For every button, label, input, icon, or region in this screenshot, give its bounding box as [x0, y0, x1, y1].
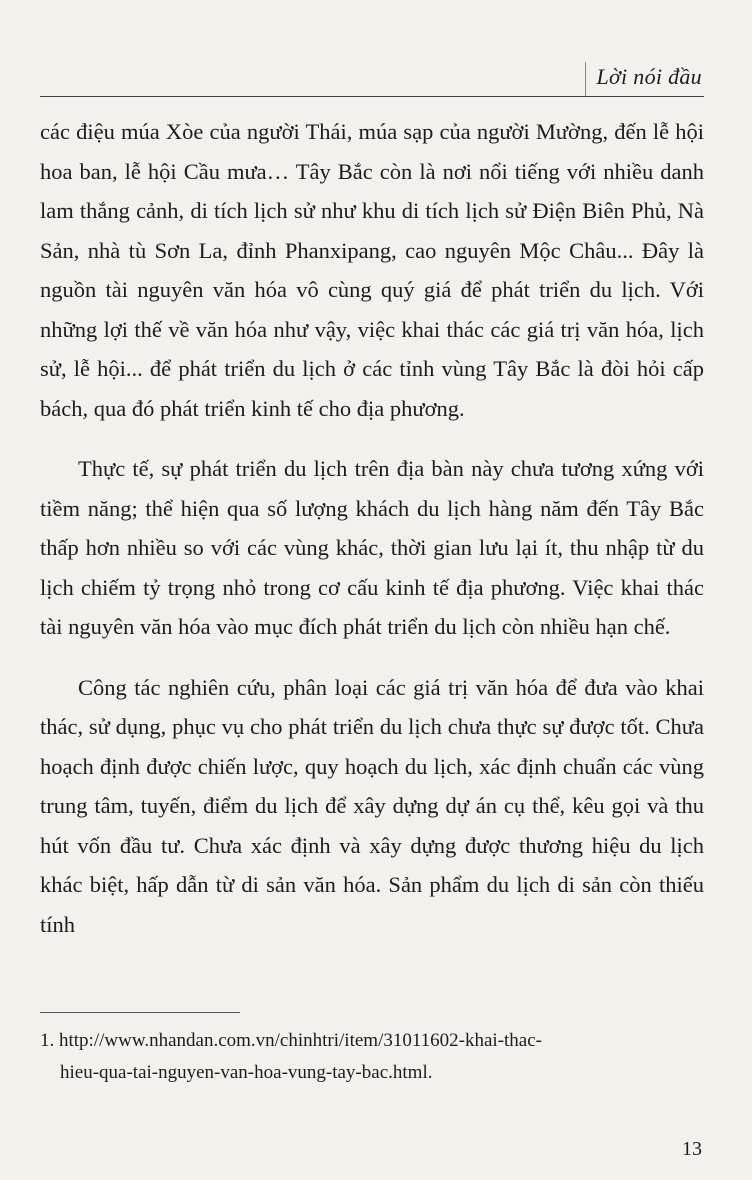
- footnote-line-1: 1. http://www.nhandan.com.vn/chinhtri/item/31011602-khai-thac-: [40, 1030, 542, 1051]
- page-number: 13: [682, 1138, 702, 1160]
- chapter-title: Lời nói đầu: [596, 64, 702, 89]
- paragraph-2: Thực tế, sự phát triển du lịch trên địa bàn này chưa tương xứng với tiềm năng; thể hiện qua số lượng khách du lịch hàng năm đến Tây Bắc thấp hơn nhiều so với các vùng khác, thời gian lưu lại ít, thu nhập từ du lịch chiếm tỷ trọng nhỏ trong cơ cấu kinh tế địa phương. Việc khai thác tài nguyên văn hóa vào mục đích phát triển du lịch còn nhiều hạn chế.: [40, 456, 704, 639]
- running-header: [40, 60, 704, 97]
- header-divider: [585, 62, 586, 96]
- footnote: [40, 1025, 704, 1089]
- paragraph-1: các điệu múa Xòe của người Thái, múa sạp của người Mường, đến lễ hội hoa ban, lễ hội Cầu mưa… Tây Bắc còn là nơi nổi tiếng với nhiều danh lam thắng cảnh, di tích lịch sử như khu di tích lịch sử Điện Biên Phủ, Nà Sản, nhà tù Sơn La, đỉnh Phanxipang, cao nguyên Mộc Châu... Đây là nguồn tài nguyên văn hóa vô cùng quý giá để phát triển du lịch. Với những lợi thế về văn hóa như vậy, việc khai thác các giá trị văn hóa, lịch sử, lễ hội... để phát triển du lịch ở các tỉnh vùng Tây Bắc là đòi hỏi cấp bách, qua đó phát triển kinh tế cho địa phương.: [40, 119, 704, 421]
- paragraph-3: Công tác nghiên cứu, phân loại các giá trị văn hóa để đưa vào khai thác, sử dụng, phục vụ cho phát triển du lịch chưa thực sự được tốt. Chưa hoạch định được chiến lược, quy hoạch du lịch, xác định chuẩn các vùng trung tâm, tuyến, điểm du lịch để xây dựng dự án cụ thể, kêu gọi và thu hút vốn đầu tư. Chưa xác định và xây dựng được thương hiệu du lịch khác biệt, hấp dẫn từ di sản văn hóa. Sản phẩm du lịch di sản còn thiếu tính: [40, 674, 704, 937]
- main-text: [40, 112, 704, 965]
- footnote-line-2: hieu-qua-tai-nguyen-van-hoa-vung-tay-bac.html.: [60, 1062, 433, 1083]
- footnote-divider: [40, 1012, 240, 1013]
